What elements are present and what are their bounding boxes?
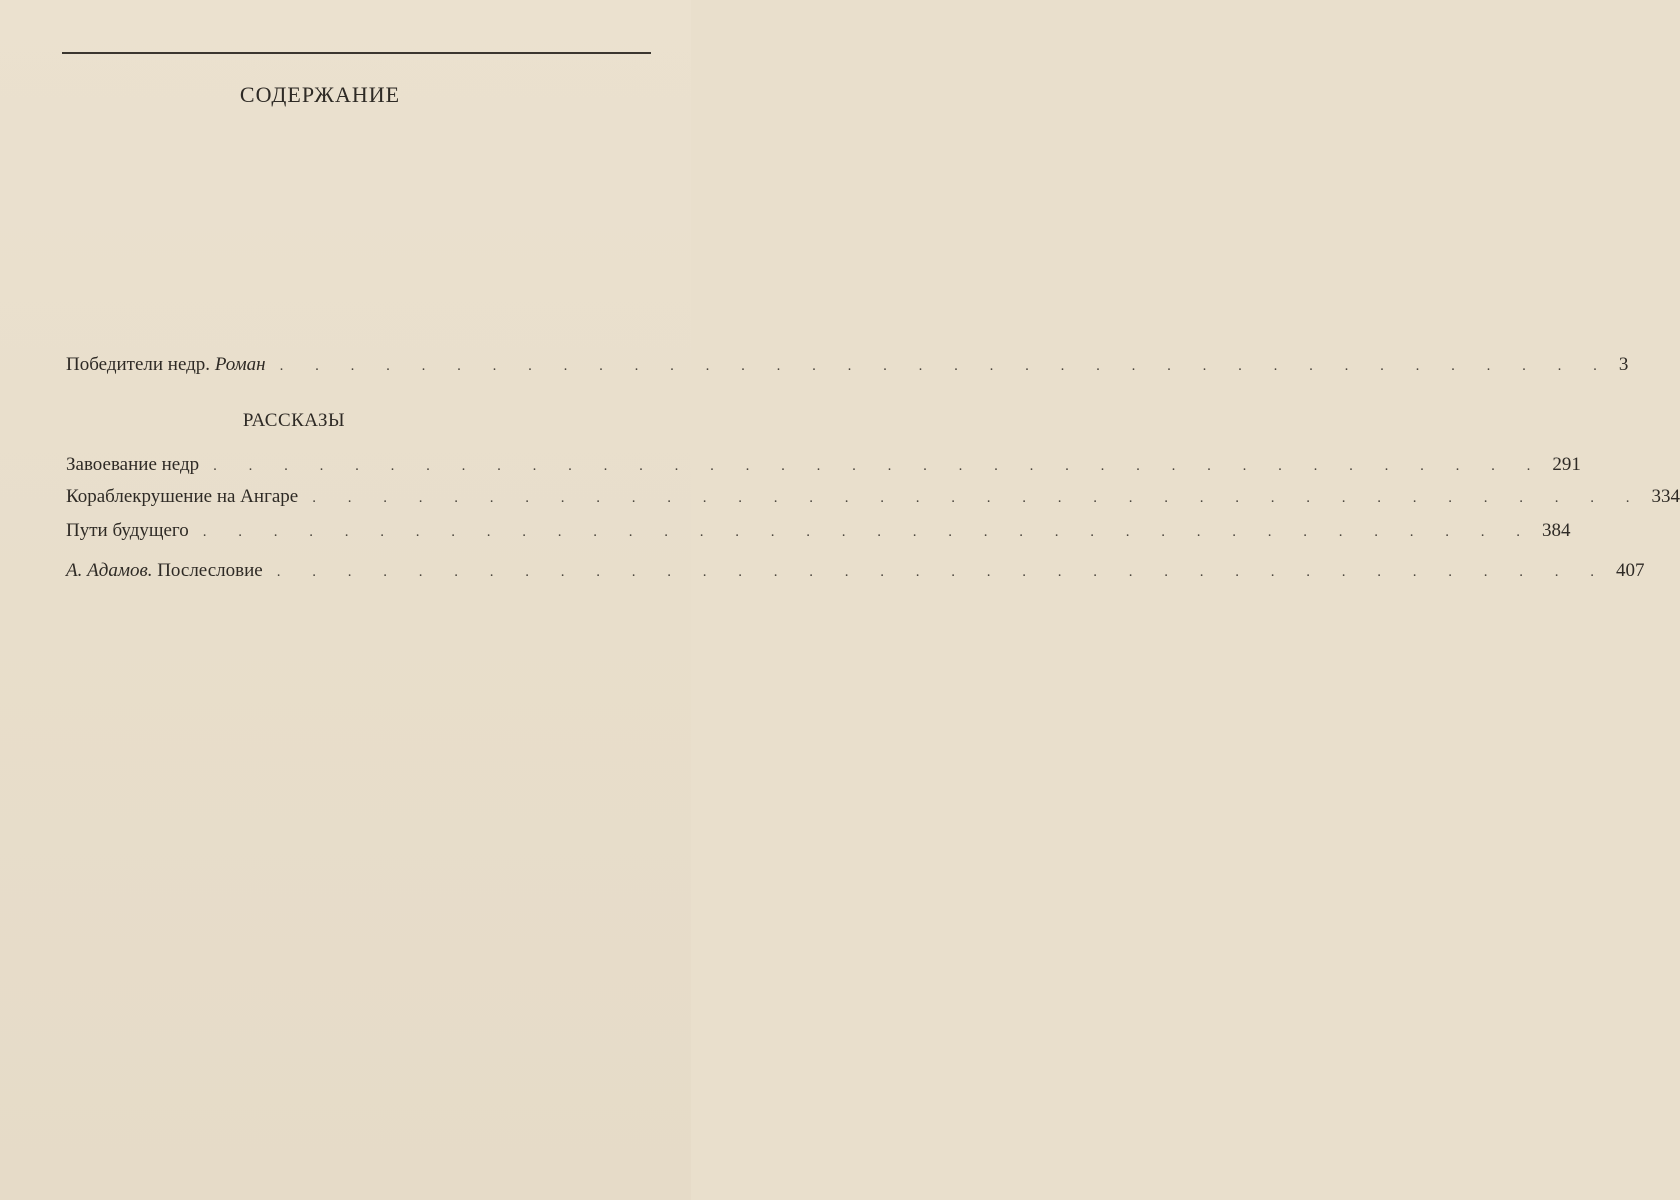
toc-page-number: 3 xyxy=(1618,354,1629,375)
toc-entry-title: Завоевание недр xyxy=(66,454,200,475)
toc-entry-author: А. Адамов. xyxy=(66,560,153,581)
toc-entry-zavoevanie-nedr xyxy=(66,454,1581,480)
toc-entry-puti-budushchego xyxy=(66,520,1571,546)
toc-entry-title xyxy=(66,560,263,582)
toc-leader-dots: . . . . . . . . . . . . . . . . . . . . . . . . . . . . . . . . . . . . . . xyxy=(202,524,1534,540)
toc-entry-title: Пути будущего xyxy=(66,520,189,541)
toc-entry-title-text: Послесловие xyxy=(157,560,263,581)
toc-entry-korablekrushenie xyxy=(66,486,1680,512)
top-rule xyxy=(62,52,651,54)
toc-leader-dots: . . . . . . . . . . . . . . . . . . . . . . . . . . . . . . . . . . . . . . xyxy=(279,358,1611,374)
toc-leader-dots: . . . . . . . . . . . . . . . . . . . . . . . . . . . . . . . . . . . . . . xyxy=(276,564,1608,580)
toc-entry-title: Кораблекрушение на Ангаре xyxy=(66,486,299,507)
toc-leader-dots: . . . . . . . . . . . . . . . . . . . . . . . . . . . . . . . . . . . . . . xyxy=(213,458,1545,474)
contents-heading: СОДЕРЖАНИЕ xyxy=(239,82,401,107)
toc-page-number: 407 xyxy=(1615,560,1645,581)
toc-page-number: 384 xyxy=(1542,520,1571,541)
toc-page-number: 291 xyxy=(1552,454,1581,475)
toc-entry-pobediteli-nedr xyxy=(66,354,1629,380)
toc-entry-title-text: Победители недр. xyxy=(66,354,211,375)
toc-entry-genre: Роман xyxy=(214,354,266,375)
toc-page-number: 334 xyxy=(1651,486,1680,507)
stories-heading: РАССКАЗЫ xyxy=(242,410,346,431)
toc-entry-posleslovie xyxy=(66,560,1645,586)
toc-leader-dots: . . . . . . . . . . . . . . . . . . . . . . . . . . . . . . . . . . . . . . xyxy=(312,490,1644,506)
toc-entry-title xyxy=(66,354,266,376)
